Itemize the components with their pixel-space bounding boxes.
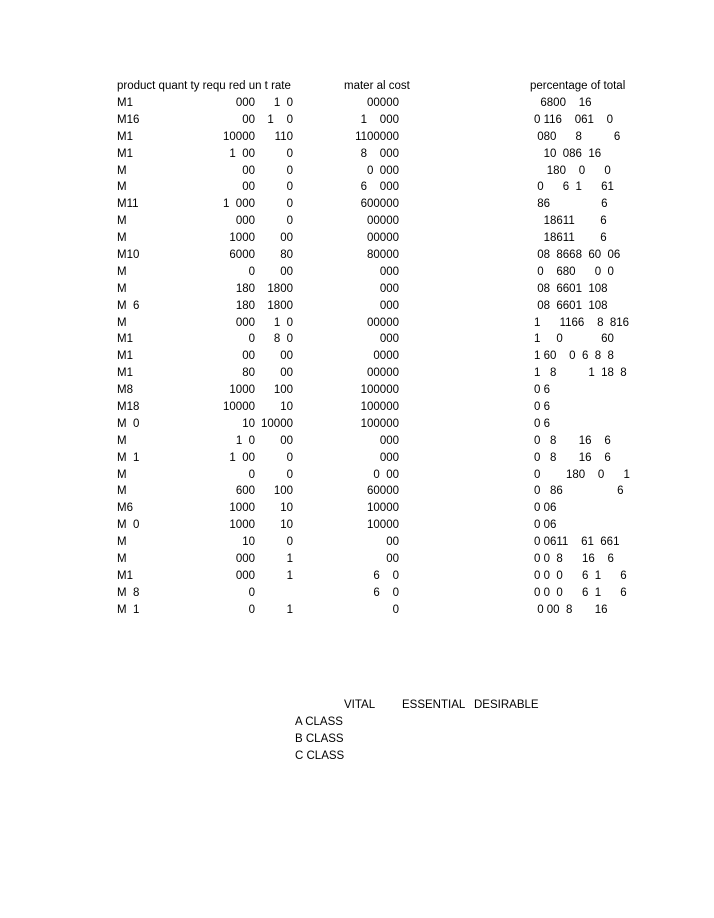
cell-percentage: 080 8 6 [534,130,621,143]
cell-quantity: 1 00 [229,451,255,464]
table-row [0,230,714,247]
cell-unit-rate: 00 [280,265,293,278]
cell-unit-rate: 00 [280,232,293,245]
cell-material-cost: 000 [379,333,399,346]
cell-percentage: 0 180 0 1 [534,468,630,481]
cell-percentage: 0 06 [534,519,557,532]
table-row [0,95,714,112]
cell-percentage: 180 0 0 [534,164,611,177]
table-row [0,551,714,568]
cell-unit-rate: 00 [280,367,293,380]
cell-quantity: 10000 [223,130,255,143]
cell-percentage: 0 86 6 [534,485,624,498]
cell-percentage: 08 6601 108 [534,282,608,295]
cell-product: M1 [117,367,133,380]
table-row [0,602,714,619]
cell-product: M11 [117,198,139,211]
cell-unit-rate: 0 [286,164,293,177]
cell-quantity: 0 [248,603,255,616]
matrix-col-essential: ESSENTIAL [402,699,466,711]
cell-product: M16 [117,113,140,126]
cell-material-cost: 100000 [360,417,399,430]
cell-quantity: 1 00 [229,147,255,160]
cell-percentage: 0 00 8 16 [534,603,608,616]
cell-unit-rate: 0 [286,181,293,194]
cell-product: M [117,536,127,549]
cell-unit-rate: 1 0 [267,113,293,126]
table-row [0,585,714,602]
cell-quantity: 1000 [229,384,255,397]
cell-percentage: 0 6 1 61 [534,181,614,194]
cell-quantity: 1000 [229,502,255,515]
cell-product: M [117,434,127,447]
table-row [0,163,714,180]
cell-material-cost: 6 0 [373,586,399,599]
cell-product: M [117,181,127,194]
table-row [0,568,714,585]
cell-quantity: 0 [248,468,255,481]
cell-product: M [117,553,127,566]
cell-material-cost: 000 [379,299,399,312]
cell-quantity: 000 [235,215,255,228]
cell-quantity: 1000 [229,519,255,532]
cell-percentage: 0 0 8 16 6 [534,553,614,566]
cell-quantity: 00 [242,350,255,363]
cell-product: M6 [117,502,133,515]
cell-quantity: 180 [235,282,255,295]
cell-material-cost: 000 [379,451,399,464]
cell-percentage: 0 0 0 6 1 6 [534,586,627,599]
cell-percentage: 0 6 [534,401,550,414]
cell-percentage: 0 0611 61 661 [534,536,620,549]
cell-unit-rate: 0 [286,536,293,549]
cell-material-cost: 000 [379,434,399,447]
cell-quantity: 10 [242,417,255,430]
cell-product: M1 [117,350,133,363]
cell-unit-rate: 00 [280,434,293,447]
cell-product: M [117,485,127,498]
cell-unit-rate: 1800 [267,299,293,312]
cell-material-cost: 00 [386,536,399,549]
table-row [0,517,714,534]
cell-percentage: 0 0 0 6 1 6 [534,569,627,582]
cell-quantity: 10000 [223,401,255,414]
cell-material-cost: 0 000 [367,164,399,177]
cell-percentage: 1 8 1 18 8 [534,367,627,380]
cell-percentage: 0 8 16 6 [534,434,611,447]
table-row [0,196,714,213]
cell-product: M [117,232,127,245]
cell-material-cost: 1 000 [360,113,399,126]
cell-unit-rate: 10 [280,519,293,532]
cell-unit-rate: 00 [280,350,293,363]
matrix-row-b-class: B CLASS [295,733,344,745]
cell-material-cost: 0000 [373,350,399,363]
cell-percentage: 6800 16 [534,97,592,109]
cell-quantity: 0 [248,265,255,278]
cell-quantity: 600 [235,485,255,498]
cell-material-cost: 8 000 [360,147,399,160]
cell-material-cost: 00000 [367,232,399,245]
cell-unit-rate: 10 [280,401,293,414]
cell-percentage: 1 0 60 [534,333,614,346]
cell-material-cost: 000 [379,282,399,295]
matrix-col-desirable: DESIRABLE [474,699,539,711]
table-row [0,213,714,230]
cell-product: M1 [117,147,133,160]
cell-percentage: 0 6 [534,417,550,430]
cell-quantity: 000 [235,97,255,109]
cell-percentage: 10 086 16 [534,147,602,160]
cell-material-cost: 6 000 [360,181,399,194]
cell-material-cost: 00 [386,553,399,566]
cell-percentage: 1 60 0 6 8 8 [534,350,614,363]
cell-material-cost: 00000 [367,97,399,109]
cell-product: M [117,316,127,329]
cell-quantity: 1 0 [235,434,255,447]
cell-unit-rate: 1 0 [273,97,293,109]
cell-unit-rate: 0 [286,198,293,211]
cell-quantity: 180 [235,299,255,312]
table-row [0,500,714,517]
table-row [0,281,714,298]
cell-unit-rate: 0 [286,468,293,481]
cell-quantity: 80 [242,367,255,380]
cell-quantity: 00 [242,113,255,126]
cell-unit-rate: 100 [273,384,293,397]
cell-product: M [117,468,127,481]
cell-percentage: 0 6 [534,384,550,397]
cell-quantity: 000 [235,569,255,582]
cell-product: M [117,265,127,278]
table-row [0,247,714,264]
cell-material-cost: 6 0 [373,569,399,582]
table-row [0,315,714,332]
cell-material-cost: 60000 [367,485,399,498]
table-row [0,264,714,281]
cell-percentage: 0 8 16 6 [534,451,611,464]
cell-material-cost: 1100000 [355,130,399,143]
cell-material-cost: 00000 [367,215,399,228]
table-row [0,382,714,399]
table-row [0,433,714,450]
cell-material-cost: 0 00 [373,468,399,481]
table-row [0,146,714,163]
cell-unit-rate: 1 [286,603,293,616]
cell-percentage: 86 6 [534,198,608,211]
matrix-col-vital: VITAL [344,699,376,711]
table-row [0,129,714,146]
cell-unit-rate: 0 [286,147,293,160]
cell-material-cost: 000 [379,265,399,278]
cell-percentage: 0 06 [534,502,557,515]
table-row [0,467,714,484]
cell-material-cost: 00000 [367,316,399,329]
cell-quantity: 0 [248,586,255,599]
matrix-row-c-class: C CLASS [295,750,345,762]
cell-percentage: 18611 6 [534,232,607,245]
cell-percentage: 18611 6 [534,215,607,228]
cell-product: M 0 [117,417,140,430]
cell-product: M 8 [117,586,140,599]
cell-unit-rate: 1800 [267,282,293,295]
matrix-row-a-class: A CLASS [295,716,343,728]
cell-unit-rate: 1 [286,569,293,582]
cell-material-cost: 100000 [360,401,399,414]
table-row [0,348,714,365]
cell-percentage: 08 6601 108 [534,299,608,312]
table-row [0,179,714,196]
cell-quantity: 1000 [229,232,255,245]
cell-product: M 1 [117,603,140,616]
cell-quantity: 00 [242,181,255,194]
cell-material-cost: 100000 [360,384,399,397]
cell-unit-rate: 8 0 [273,333,293,346]
cell-unit-rate: 1 0 [273,316,293,329]
table-row [0,365,714,382]
cell-unit-rate: 10000 [261,417,293,430]
cell-quantity: 00 [242,164,255,177]
cell-material-cost: 0 [392,603,399,616]
cell-product: M [117,164,127,177]
cell-unit-rate: 110 [274,130,293,143]
cell-product: M [117,282,127,295]
cell-quantity: 6000 [229,249,255,262]
cell-quantity: 000 [235,316,255,329]
cell-percentage: 08 8668 60 06 [534,249,621,262]
cell-material-cost: 600000 [360,198,399,211]
header-material-cost: mater al cost [344,80,410,92]
cell-unit-rate: 0 [286,451,293,464]
cell-quantity: 000 [235,553,255,566]
cell-quantity: 10 [242,536,255,549]
cell-percentage: 1 1166 8 816 [534,316,630,329]
table-row [0,399,714,416]
table-row [0,112,714,129]
cell-unit-rate: 10 [280,502,293,515]
cell-material-cost: 10000 [367,502,399,515]
cell-quantity: 1 000 [223,198,255,211]
table-row [0,331,714,348]
cell-percentage: 0 680 0 0 [534,265,614,278]
header-product-qty-rate: product quant ty requ red un t rate [117,80,291,92]
table-row [0,483,714,500]
cell-product: M 1 [117,451,140,464]
cell-product: M8 [117,384,133,397]
cell-product: M10 [117,249,140,262]
cell-product: M 0 [117,519,140,532]
table-row [0,450,714,467]
cell-product: M1 [117,569,133,582]
header-percentage: percentage of total [530,80,626,92]
cell-product: M1 [117,130,133,143]
cell-material-cost: 00000 [367,367,399,380]
cell-unit-rate: 100 [273,485,293,498]
cell-product: M18 [117,401,140,414]
cell-percentage: 0 116 061 0 [534,113,614,126]
table-row [0,416,714,433]
cell-product: M [117,215,127,228]
cell-product: M1 [117,333,133,346]
cell-unit-rate: 1 [286,553,293,566]
cell-material-cost: 10000 [367,519,399,532]
cell-product: M1 [117,97,133,109]
cell-unit-rate: 80 [280,249,293,262]
cell-material-cost: 80000 [367,249,399,262]
cell-quantity: 0 [248,333,255,346]
data-rows [0,95,714,619]
table-row [0,298,714,315]
cell-unit-rate: 0 [286,215,293,228]
cell-product: M 6 [117,299,140,312]
table-row [0,534,714,551]
